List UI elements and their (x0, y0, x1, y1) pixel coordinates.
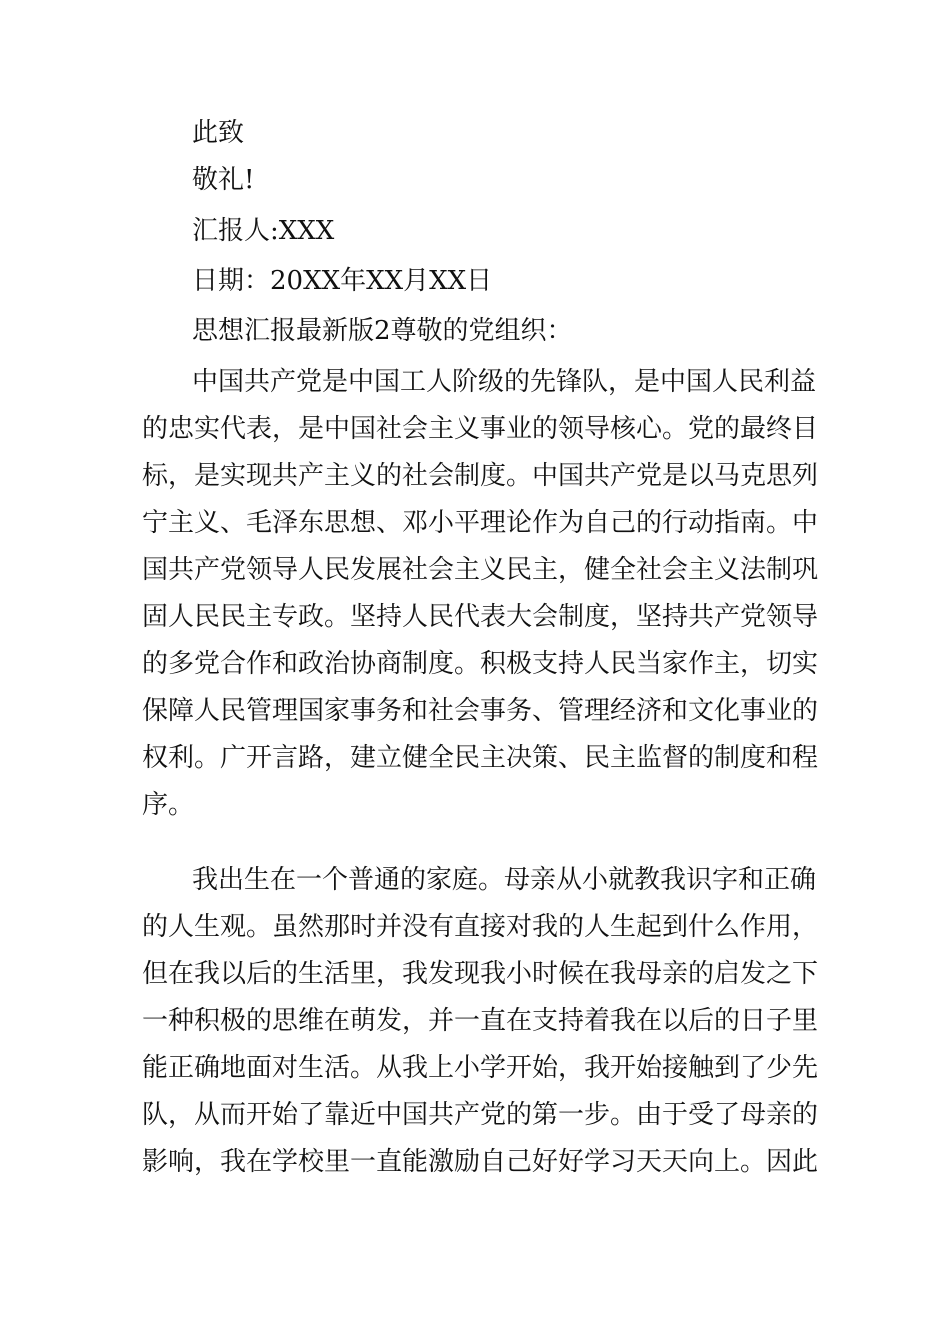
paragraph-line: 固人民民主专政。坚持人民代表大会制度，坚持共产党领导 (142, 602, 819, 632)
salutation-line-1: 此致 (192, 118, 245, 148)
paragraph-line: 能正确地面对生活。从我上小学开始，我开始接触到了少先 (142, 1053, 819, 1083)
paragraph-line: 的多党合作和政治协商制度。积极支持人民当家作主，切实 (142, 649, 819, 679)
paragraph-line: 一种积极的思维在萌发，并一直在支持着我在以后的日子里 (142, 1006, 819, 1036)
paragraph-line: 中国共产党是中国工人阶级的先锋队，是中国人民利益 (192, 367, 817, 397)
salutation-line-2: 敬礼! (192, 165, 255, 195)
paragraph-line: 的忠实代表，是中国社会主义事业的领导核心。党的最终目 (142, 414, 819, 444)
paragraph-line: 我出生在一个普通的家庭。母亲从小就教我识字和正确 (192, 865, 817, 895)
paragraph-line: 队，从而开始了靠近中国共产党的第一步。由于受了母亲的 (142, 1100, 819, 1130)
next-report-title: 思想汇报最新版2尊敬的党组织： (192, 316, 573, 346)
paragraph-line: 宁主义、毛泽东思想、邓小平理论作为自己的行动指南。中 (142, 508, 819, 538)
paragraph-2 (142, 857, 822, 1186)
reporter-line: 汇报人:XXX (192, 216, 335, 246)
paragraph-line: 保障人民管理国家事务和社会事务、管理经济和文化事业的 (142, 696, 819, 726)
paragraph-1 (142, 359, 822, 829)
paragraph-line: 但在我以后的生活里，我发现我小时候在我母亲的启发之下 (142, 959, 819, 989)
paragraph-line: 的人生观。虽然那时并没有直接对我的人生起到什么作用， (142, 912, 819, 942)
paragraph-line: 权利。广开言路，建立健全民主决策、民主监督的制度和程 (142, 743, 819, 773)
paragraph-line: 影响，我在学校里一直能激励自己好好学习天天向上。因此 (142, 1147, 819, 1177)
paragraph-line: 标，是实现共产主义的社会制度。中国共产党是以马克思列 (142, 461, 819, 491)
paragraph-line: 序。 (142, 790, 195, 820)
date-line: 日期：20XX年XX月XX日 (192, 266, 493, 296)
paragraph-line: 国共产党领导人民发展社会主义民主，健全社会主义法制巩 (142, 555, 819, 585)
